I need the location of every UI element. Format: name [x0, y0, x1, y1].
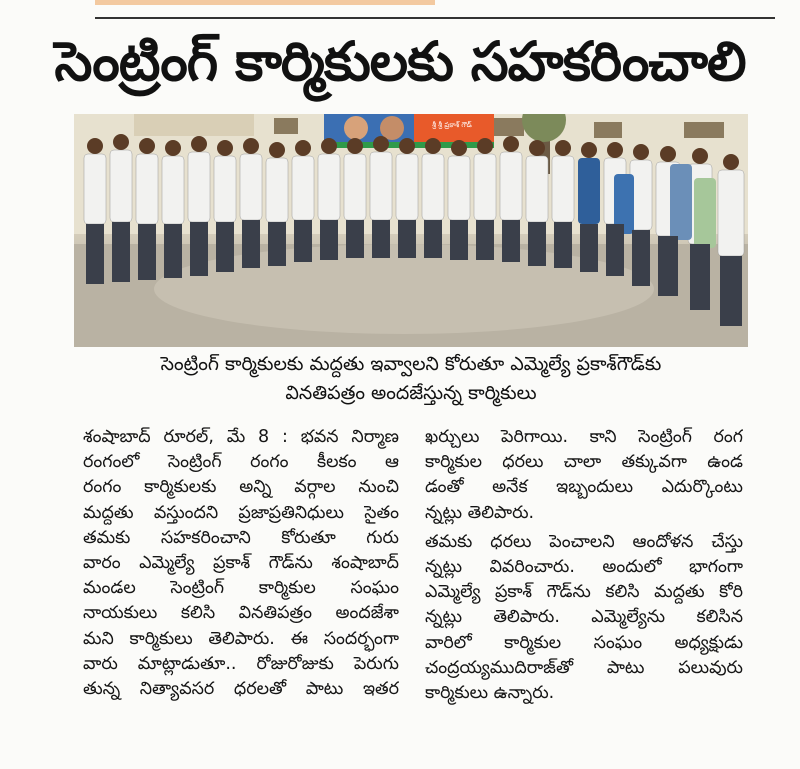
- article-line: న్నట్లు తెలిపారు. ఎమ్మెల్యేను కలిసిన: [425, 607, 743, 628]
- article-line: తమకు ధరలు పెంచాలని ఆందోళన చేస్తు: [425, 531, 743, 552]
- caption-line-2: వినతిపత్రం అందజేస్తున్న కార్మికులు: [285, 382, 537, 404]
- article-line: రంగం కార్మికులకు అన్ని వర్గాల నుంచి: [83, 477, 399, 498]
- article-line: మద్దతు వస్తుందని ప్రజాప్రతినిధులు సైతం: [83, 502, 399, 523]
- article-line: శంషాబాద్ రూరల్, మే 8 : భవన నిర్మాణ: [83, 427, 399, 447]
- group-photo-illustration: [74, 114, 748, 347]
- article-line: నాయకులు కలిసి వినతిపత్రం అందజేశా: [83, 603, 399, 624]
- top-rule: [95, 17, 775, 19]
- article-line: తమకు సహకరించాని కోరుతూ గురు: [83, 527, 399, 548]
- article-line: కార్మికుల ధరలు చాలా తక్కువగా ఉండ: [425, 452, 743, 473]
- article-line: కార్మికులు ఉన్నారు.: [425, 683, 555, 704]
- headline: సెంట్రింగ్ కార్మికులకు సహకరించాలి: [54, 30, 746, 93]
- article-line: రంగంలో సెంట్రింగ్ రంగం కీలకం ఆ: [83, 452, 399, 473]
- article-line: చంద్రయ్యముదిరాజ్‌తో పాటు పలువురు: [425, 657, 743, 678]
- article-line: డంతో అనేక ఇబ్బందులు ఎదుర్కొంటు: [425, 477, 743, 498]
- article-line: న్నట్లు తెలిపారు.: [425, 502, 535, 523]
- news-photo: [74, 114, 748, 347]
- banner-text: శ్రీ శ్రీ ప్రకాశ్ గౌడ్: [432, 121, 472, 129]
- article-line: వారు మాట్లాడుతూ.. రోజురోజుకు పెరుగు: [83, 653, 399, 674]
- top-color-strip: [95, 0, 435, 5]
- article-line: మని కార్మికులు తెలిపారు. ఈ సందర్భంగా: [83, 628, 399, 649]
- article-line: న్నట్లు వివరించారు. అందులో భాగంగా: [425, 557, 743, 578]
- article-line: మండల సెంట్రింగ్ కార్మికుల సంఘం: [83, 578, 399, 599]
- article-line: ఎమ్మెల్యే ప్రకాశ్ గౌడ్‌ను కలిసి మద్దతు కోరి: [425, 582, 743, 603]
- article-column-2: [425, 425, 743, 706]
- photo-caption: [74, 350, 748, 412]
- article-line: ఖర్చులు పెరిగాయి. కాని సెంట్రింగ్ రంగ: [425, 427, 743, 447]
- article-line: వారిలో కార్మికుల సంఘం అధ్యక్షుడు: [425, 632, 743, 653]
- article-column-1: [83, 425, 399, 702]
- article-line: వారం ఎమ్మెల్యే ప్రకాశ్ గౌడ్‌ను శంషాబాద్: [83, 553, 399, 574]
- article-line: తున్న నిత్యావసర ధరలతో పాటు ఇతర: [83, 679, 399, 700]
- caption-line-1: సెంట్రింగ్ కార్మికులకు మద్దతు ఇవ్వాలని కోరుతూ ఎమ్మెల్యే ప్రకాశ్‌గౌడ్‌కు: [160, 353, 662, 375]
